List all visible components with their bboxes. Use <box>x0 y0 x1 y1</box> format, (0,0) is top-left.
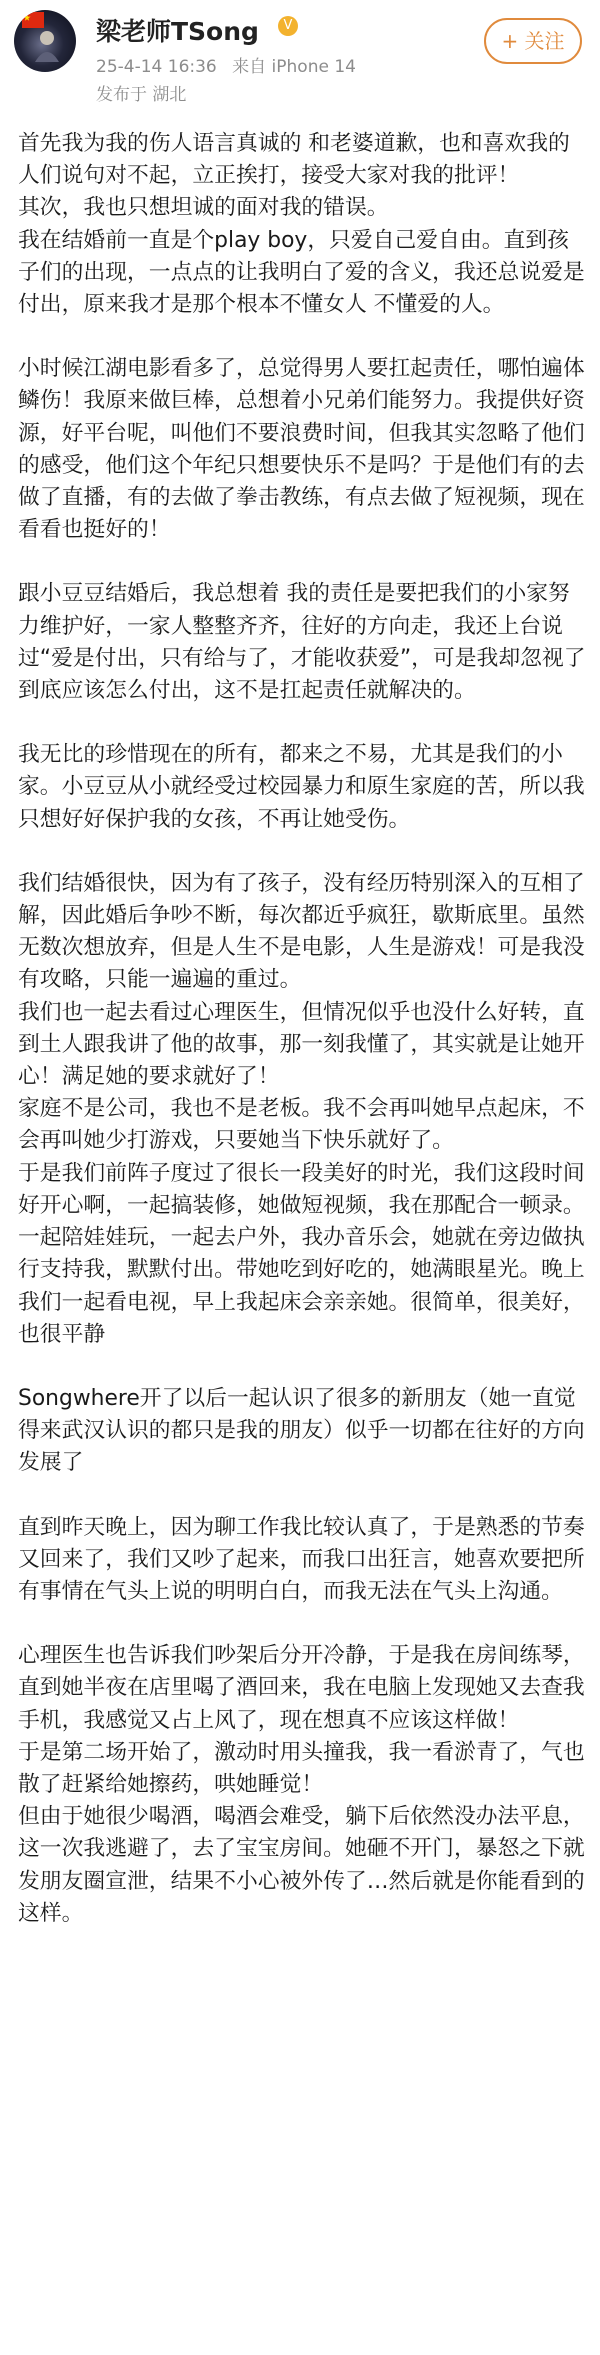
paragraph: 家庭不是公司，我也不是老板。我不会再叫她早点起床，不会再叫她少打游戏，只要她当下快乐就好了。 <box>18 1096 585 1154</box>
paragraph: Songwhere开了以后一起认识了很多的新朋友（她一直觉得来武汉认识的都只是我的朋友）似乎一切都在往好的方向发展了 <box>18 1385 585 1476</box>
post-header <box>0 0 600 122</box>
post-date: 25-4-14 16:36 <box>96 57 217 77</box>
follow-button[interactable]: + 关注 <box>484 18 582 64</box>
avatar[interactable] <box>14 10 76 72</box>
paragraph: 首先我为我的伤人语言真诚的 和老婆道歉，也和喜欢我的人们说句对不起，立正挨打，接受大家对我的批评！ <box>18 131 570 189</box>
post-meta <box>96 52 366 77</box>
avatar-figure-icon <box>32 26 62 62</box>
paragraph: 小时候江湖电影看多了，总觉得男人要扛起责任，哪怕遍体鳞伤！我原来做巨棒，总想着小兄弟们能努力。我提供好资源，好平台呢，叫他们不要浪费时间，但我其实忽略了他们的感受，他们这个年纪只想要快乐不是吗？于是他们有的去做了直播，有的去做了拳击教练，有点去做了短视频，现在看看也挺好的！ <box>18 356 585 543</box>
post-location: 发布于 湖北 <box>96 85 187 105</box>
paragraph: 心理医生也告诉我们吵架后分开冷静，于是我在房间练琴，直到她半夜在店里喝了酒回来，我在电脑上发现她又去查我手机，我感觉又占上风了，现在想真不应该这样做！ <box>18 1643 585 1733</box>
paragraph: 我们也一起去看过心理医生，但情况似乎也没什么好转，直到土人跟我讲了他的故事，那一刻我懂了，其实就是让她开心！满足她的要求就好了！ <box>18 999 585 1090</box>
paragraph: 跟小豆豆结婚后，我总想着 我的责任是要把我们的小家努力维护好，一家人整整齐齐，往好的方向走，我还上台说过“爱是付出，只有给与了，才能收获爱”，可是我却忽视了到底应该怎么付出，这不是扛起责任就解决的。 <box>18 581 586 704</box>
paragraph: 我们结婚很快，因为有了孩子，没有经历特别深入的互相了解，因此婚后争吵不断，每次都近乎疯狂，歇斯底里。虽然无数次想放弃，但是人生不是电影，人生是游戏！可是我没有攻略，只能一遍遍的重过。 <box>18 870 585 993</box>
paragraph: 我无比的珍惜现在的所有，都来之不易，尤其是我们的小家。小豆豆从小就经受过校园暴力和原生家庭的苦，所以我只想好好保护我的女孩，不再让她受伤。 <box>18 742 585 832</box>
paragraph: 其次，我也只想坦诚的面对我的错误。 <box>18 195 389 221</box>
verified-badge-icon: V <box>278 16 298 36</box>
paragraph: 我在结婚前一直是个play boy，只爱自己爱自由。直到孩子们的出现，一点点的让我明白了爱的含义，我还总说爱是付出，原来我才是那个根本不懂女人 不懂爱的人。 <box>18 227 585 318</box>
post-content <box>18 128 586 1930</box>
paragraph: 直到昨天晚上，因为聊工作我比较认真了，于是熟悉的节奏又回来了，我们又吵了起来，而我口出狂言，她喜欢要把所有事情在气头上说的明明白白，而我无法在气头上沟通。 <box>18 1514 585 1604</box>
post-source: 来自 iPhone 14 <box>232 57 356 77</box>
paragraph: 于是第二场开始了，激动时用头撞我，我一看淤青了，气也散了赶紧给她擦药，哄她睡觉！ <box>18 1739 585 1797</box>
paragraph: 但由于她很少喝酒，喝酒会难受，躺下后依然没办法平息，这一次我逃避了，去了宝宝房间。她砸不开门，暴怒之下就发朋友圈宣泄，结果不小心被外传了…然后就是你能看到的这样。 <box>18 1804 585 1926</box>
username[interactable]: 梁老师TSong <box>96 17 259 46</box>
paragraph: 于是我们前阵子度过了很长一段美好的时光，我们这段时间好开心啊，一起搞装修，她做短视频，我在那配合一顿录。一起陪娃娃玩，一起去户外，我办音乐会，她就在旁边做执行支持我，默默付出。带她吃到好吃的，她满眼星光。晚上我们一起看电视，早上我起床会亲亲她。很简单，很美好，也很平静 <box>18 1160 585 1347</box>
